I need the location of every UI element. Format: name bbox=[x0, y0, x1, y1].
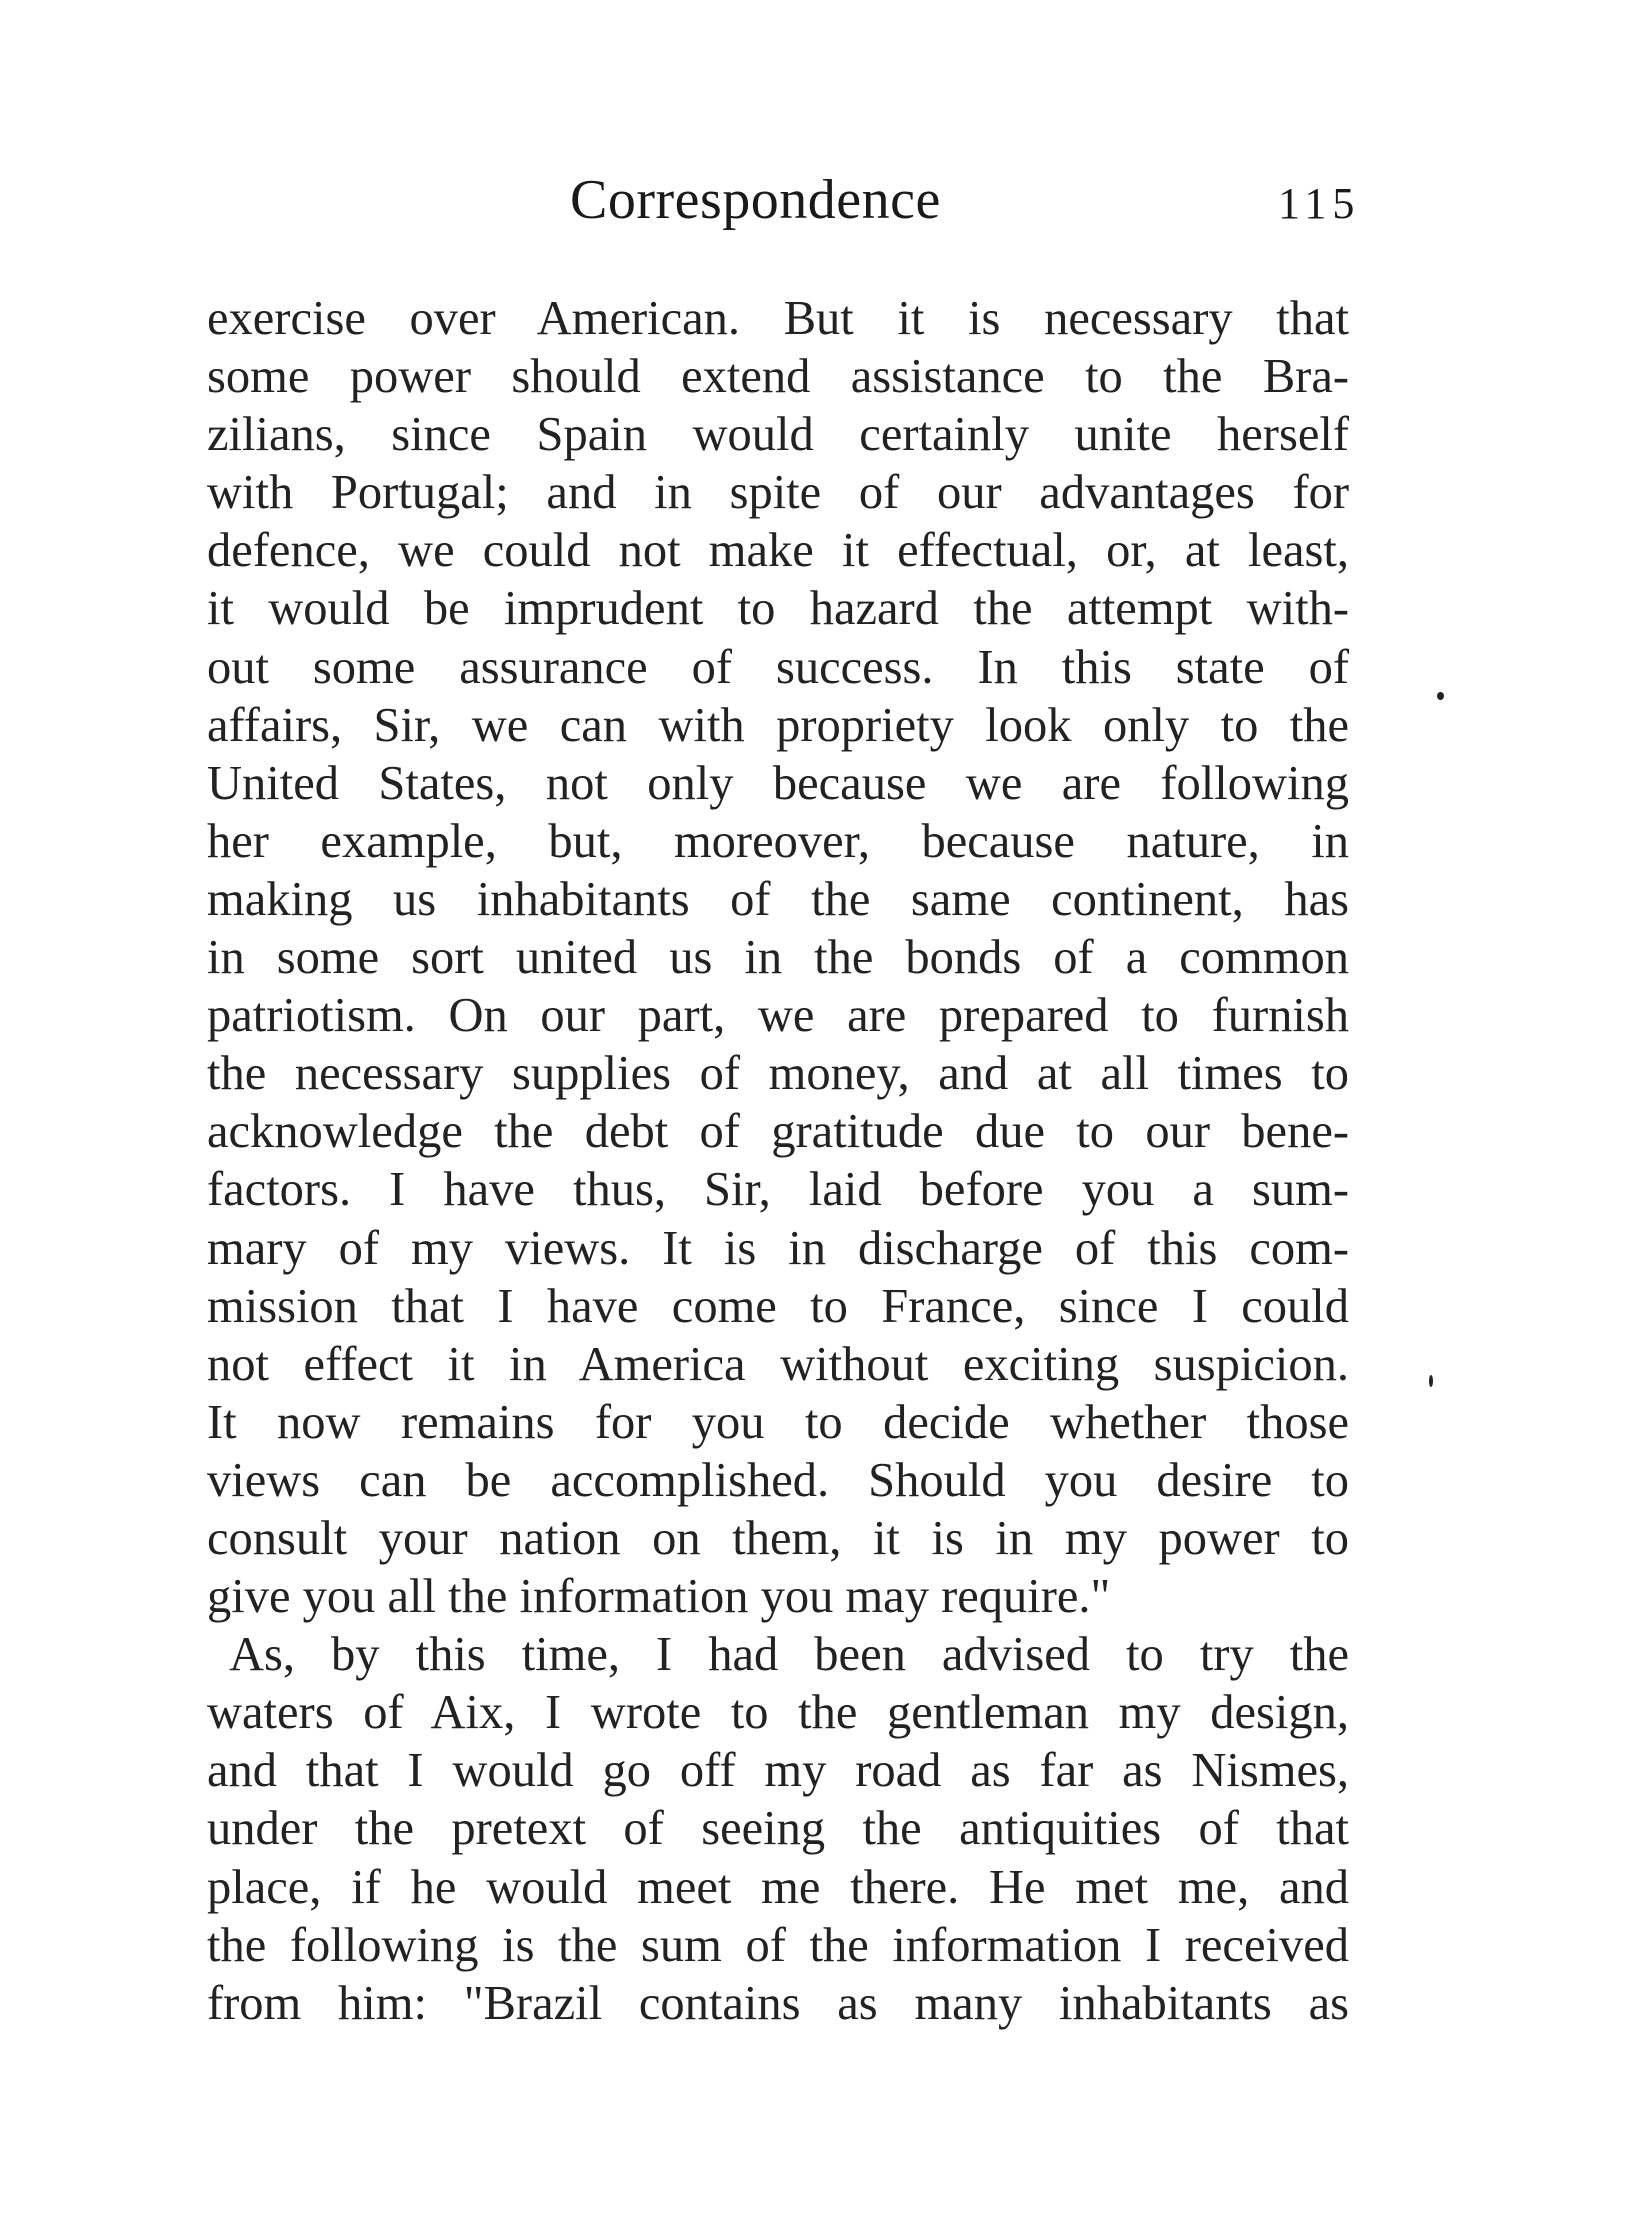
text-line: with Portugal; and in spite of our advantages for bbox=[207, 466, 1349, 520]
text-line: the following is the sum of the information I received bbox=[207, 1918, 1349, 1972]
text-line: acknowledge the debt of gratitude due to our bene- bbox=[207, 1105, 1349, 1159]
text-line: zilians, since Spain would certainly unite herself bbox=[207, 408, 1349, 462]
text-line: the necessary supplies of money, and at all times to bbox=[207, 1047, 1349, 1101]
text-line: mary of my views. It is in discharge of this com- bbox=[207, 1221, 1349, 1275]
text-line: making us inhabitants of the same continent, has bbox=[207, 872, 1349, 926]
scan-speck bbox=[1437, 692, 1444, 700]
text-line: defence, we could not make it effectual, or, at least, bbox=[207, 524, 1349, 578]
text-line: consult your nation on them, it is in my power to bbox=[207, 1511, 1349, 1565]
body-text bbox=[207, 290, 1349, 2033]
text-line: give you all the information you may require." bbox=[207, 1570, 1111, 1624]
text-line: not effect it in America without exciting suspicion. bbox=[207, 1337, 1349, 1391]
text-line: patriotism. On our part, we are prepared to furnish bbox=[207, 989, 1349, 1043]
text-line: from him: "Brazil contains as many inhabitants as bbox=[207, 1976, 1349, 2030]
text-line: and that I would go off my road as far as Nismes, bbox=[207, 1744, 1349, 1798]
text-line: affairs, Sir, we can with propriety look only to the bbox=[207, 698, 1349, 752]
text-line: United States, not only because we are following bbox=[207, 756, 1349, 810]
text-line: mission that I have come to France, since I could bbox=[207, 1279, 1349, 1333]
page-number: 115 bbox=[1278, 179, 1361, 228]
text-line: views can be accomplished. Should you desire to bbox=[207, 1453, 1349, 1507]
scan-speck bbox=[1429, 1375, 1433, 1387]
text-line: waters of Aix, I wrote to the gentleman my design, bbox=[207, 1686, 1349, 1740]
text-line: in some sort united us in the bonds of a common bbox=[207, 931, 1349, 985]
text-line: her example, but, moreover, because nature, in bbox=[207, 814, 1349, 868]
running-head bbox=[0, 168, 1639, 248]
text-line: under the pretext of seeing the antiquities of that bbox=[207, 1802, 1349, 1856]
text-line: exercise over American. But it is necessary that bbox=[207, 292, 1349, 345]
text-line: place, if he would meet me there. He met me, and bbox=[207, 1860, 1349, 1914]
paragraph-first-line: As, by this time, I had been advised to try the bbox=[229, 1628, 1349, 1682]
text-line: it would be imprudent to hazard the attempt with- bbox=[207, 582, 1349, 636]
text-line: out some assurance of success. In this state of bbox=[207, 640, 1349, 694]
text-line: some power should extend assistance to the Bra- bbox=[207, 350, 1349, 404]
text-line: It now remains for you to decide whether those bbox=[207, 1395, 1349, 1449]
running-title: Correspondence bbox=[570, 169, 941, 231]
text-line: factors. I have thus, Sir, laid before you a sum- bbox=[207, 1163, 1349, 1217]
